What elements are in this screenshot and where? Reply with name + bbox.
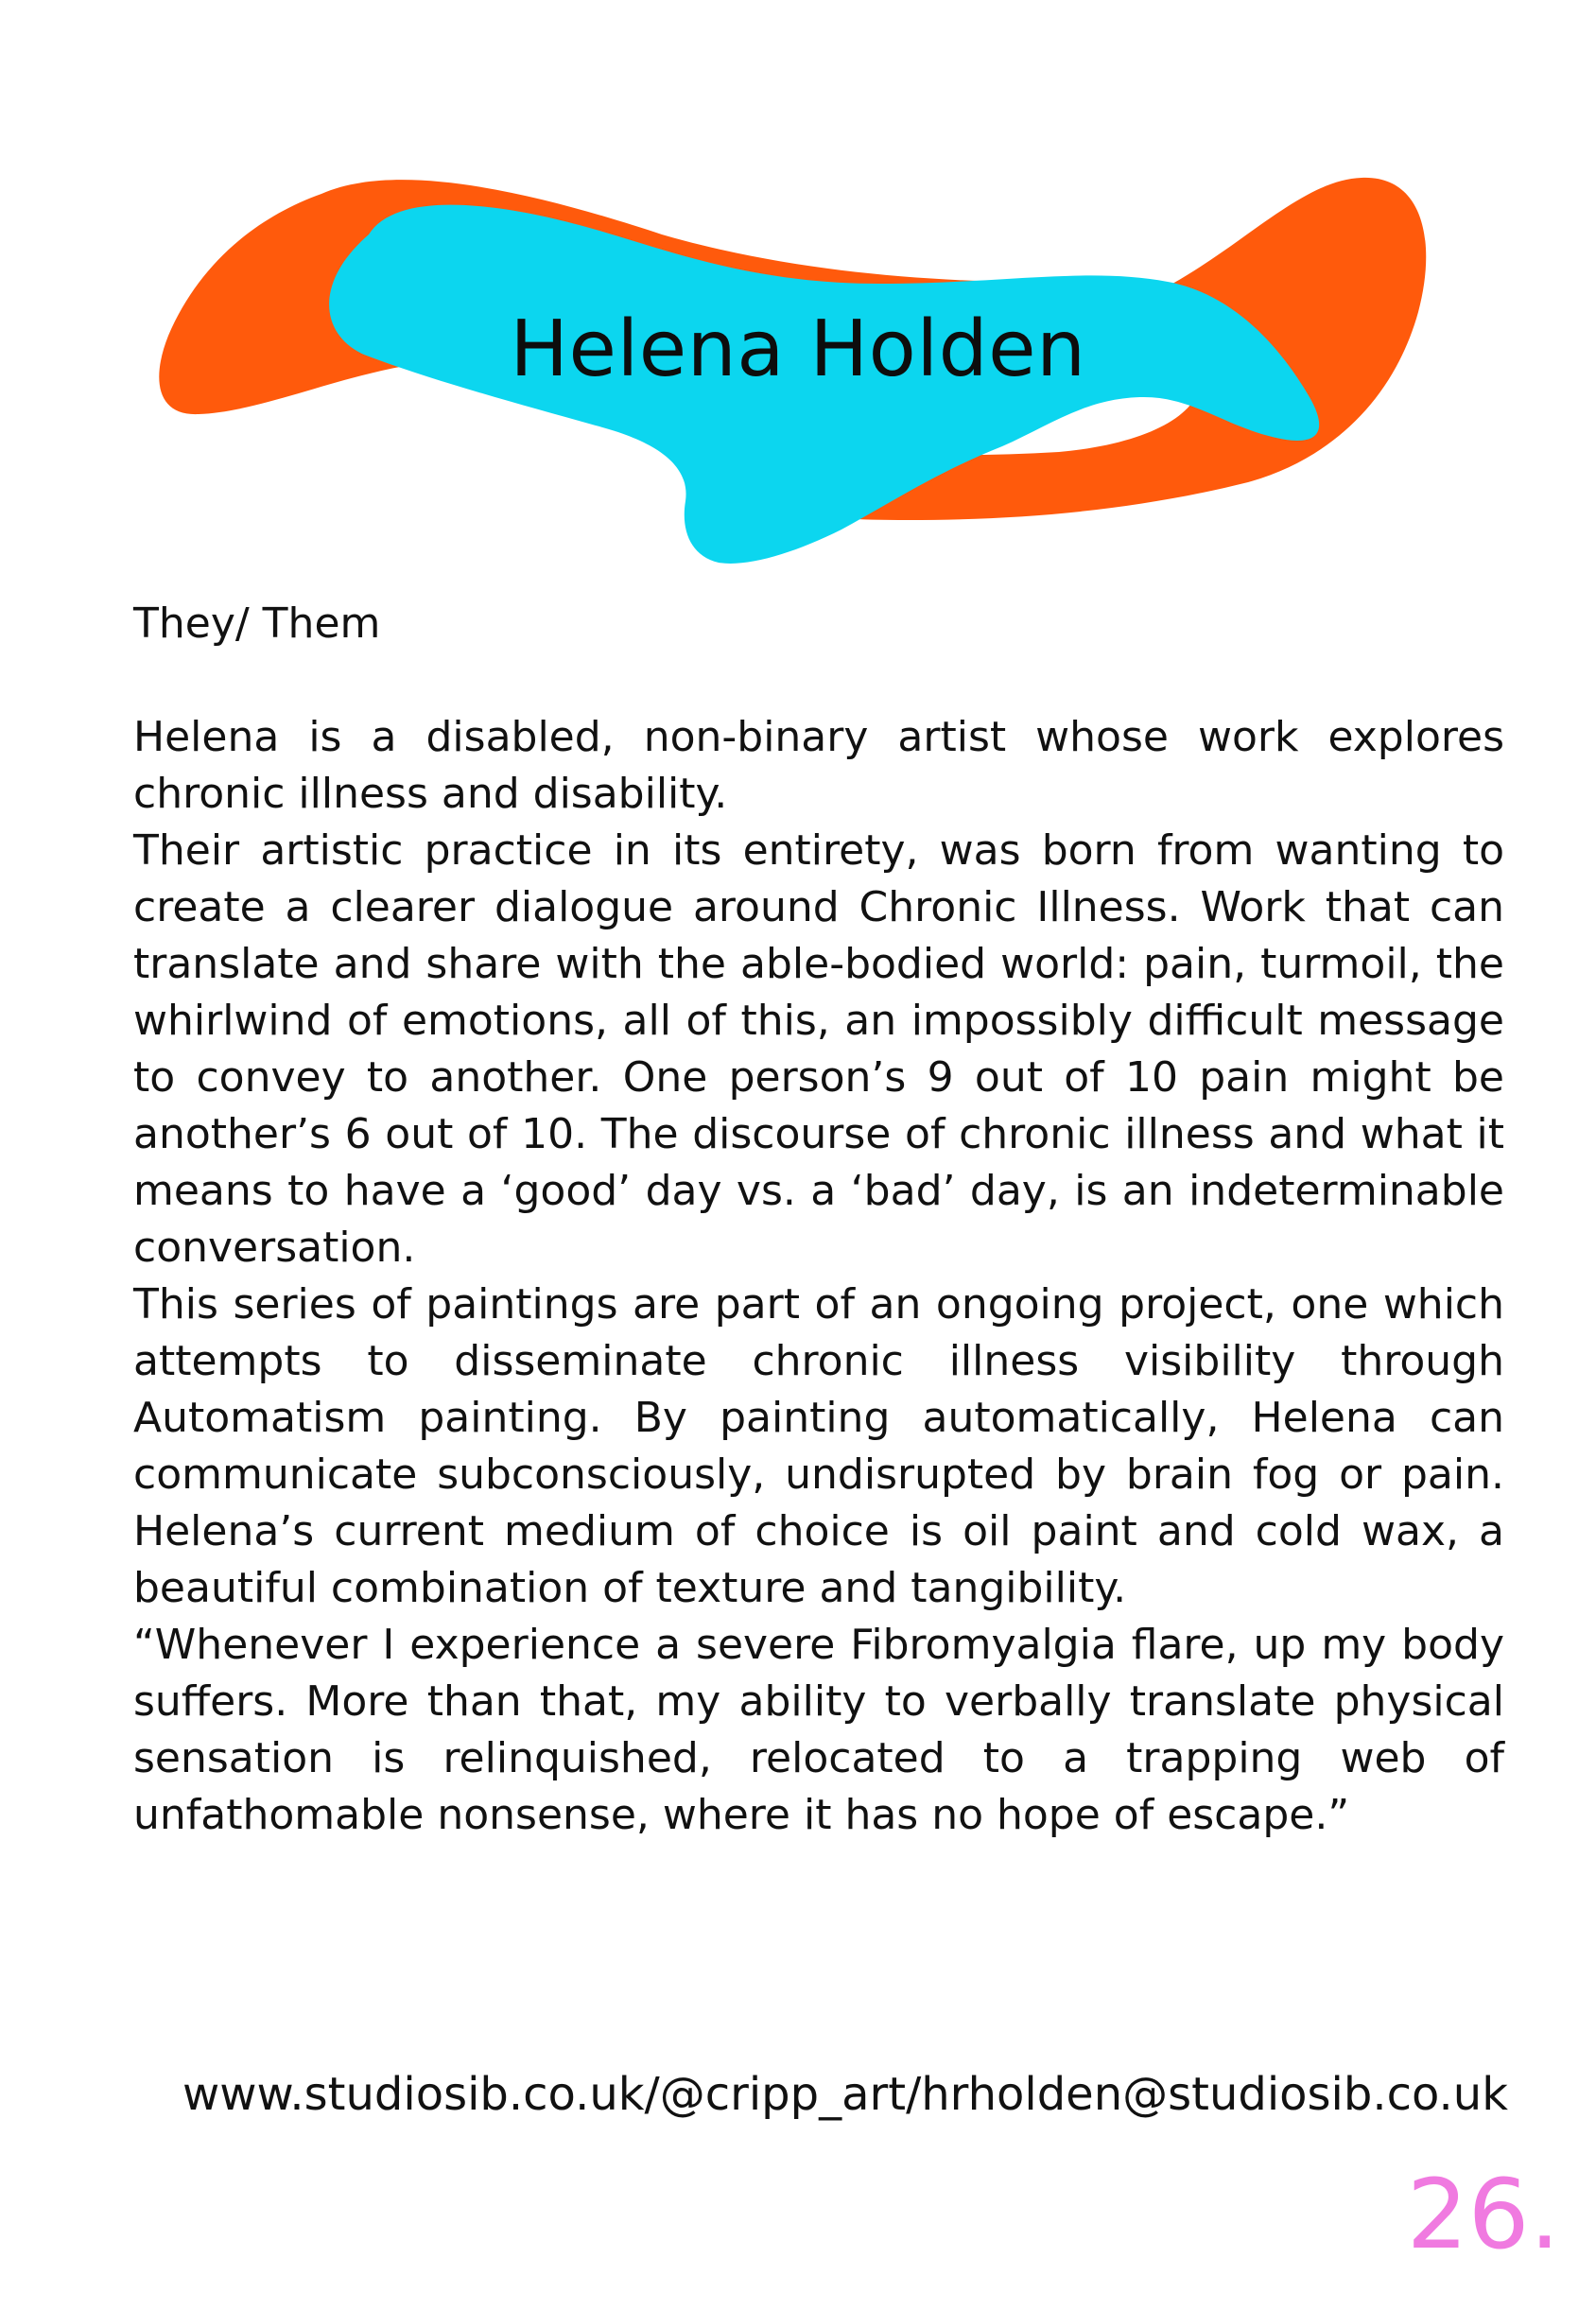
artist-name-title: Helena Holden [510, 304, 1086, 394]
bio-paragraph-intro: Helena is a disabled, non-binary artist whose work explores chronic illness and disability. [133, 713, 1504, 818]
contact-links: www.studiosib.co.uk/@cripp_art/hrholden@studiosib.co.uk [182, 2068, 1508, 2121]
bio-paragraph-practice: Their artistic practice in its entirety, was born from wanting to create a clearer dialogue around Chronic Illness. Work that can translate and share with the able-bodied world: pain, turmoil, the whirlwind of emotions, all of this, an impossibly difficult message to convey to another. One person’s 9 out of 10 pain might be another’s 6 out of 10. The discourse of chronic illness and what it means to have a ‘good’ day vs. a ‘bad’ day, is an indeterminable conversation. [133, 826, 1504, 1272]
bio-paragraph-quote: “Whenever I experience a severe Fibromyalgia flare, up my body suffers. More than that, my ability to verbally translate physical sensation is relinquished, relocated to a trapping web of unfathomable nonsense, where it has no hope of escape.” [133, 1621, 1504, 1839]
artist-bio [133, 596, 1504, 1844]
page-number: 26. [1406, 2159, 1560, 2271]
bio-paragraph-series: This series of paintings are part of an ongoing project, one which attempts to disseminate chronic illness visibility through Automatism painting. By painting automatically, Helena can communicate subconsciously, undisrupted by brain fog or pain. Helena’s current medium of choice is oil paint and cold wax, a beautiful combination of texture and tangibility. [133, 1280, 1504, 1612]
pronouns: They/ Them [133, 599, 381, 648]
